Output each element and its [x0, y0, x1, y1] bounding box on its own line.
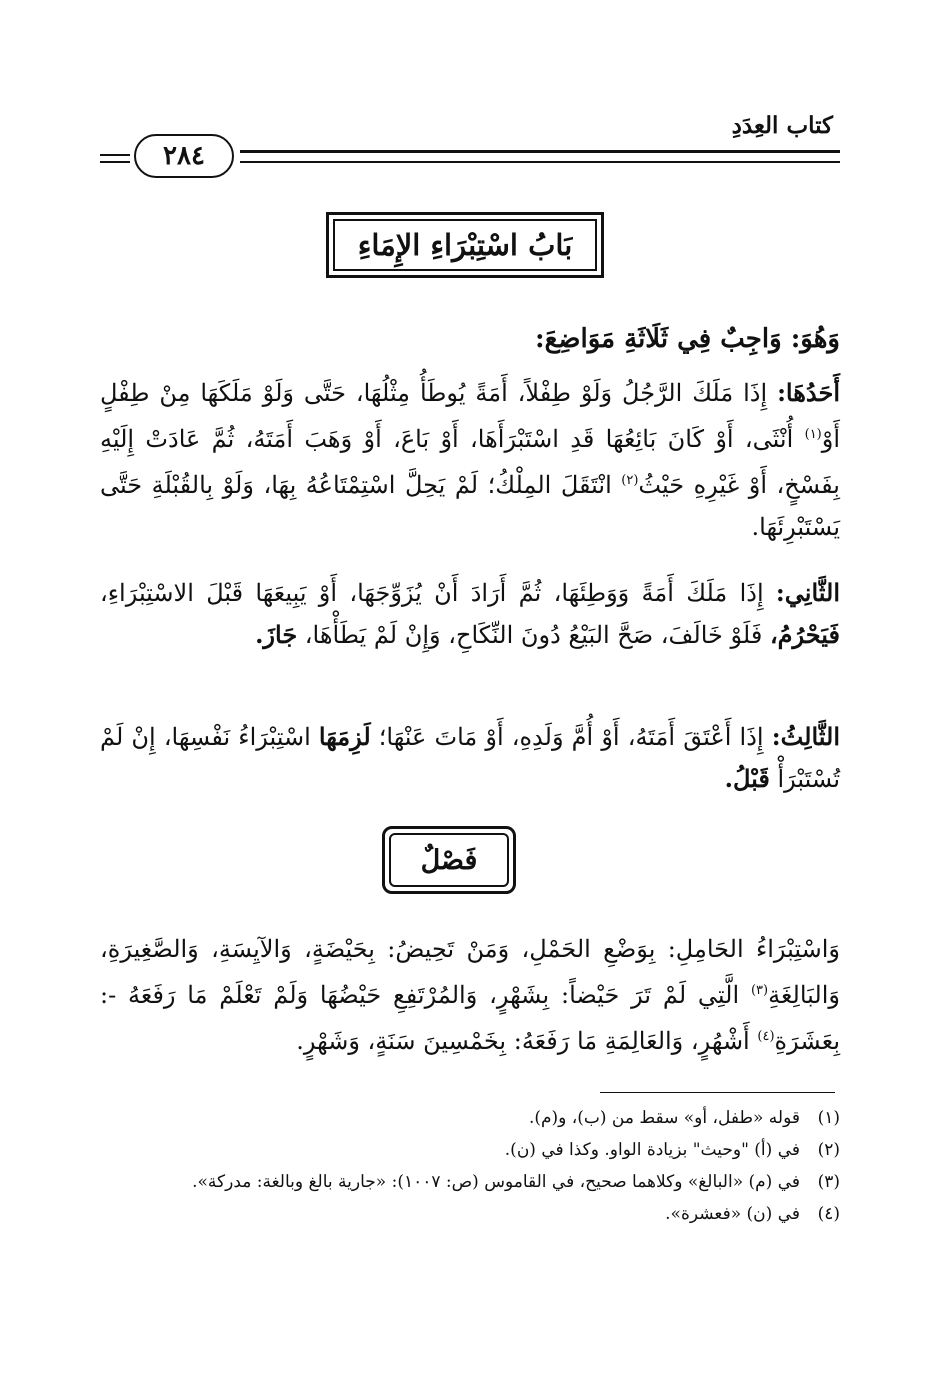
paragraph-text: أَشْهُرٍ، وَالعَالِمَةِ مَا رَفَعَهُ: بِخَمْسِينَ سَنَةٍ، وَشَهْرٍ.: [296, 1027, 750, 1055]
chapter-heading-frame: [326, 212, 604, 278]
paragraph-second: [100, 572, 840, 656]
paragraph-text: إِذَا مَلَكَ الرَّجُلُ وَلَوْ طِفْلاً، أَمَةً يُوطَأُ مِثْلُهَا، حَتَّى وَلَوْ مَلَكَهَا مِنْ طِفْلٍ أَوْ: [100, 379, 841, 453]
page-number: ٢٨٤: [134, 134, 234, 178]
paragraph-lead: الثَّالِثُ:: [771, 722, 840, 751]
footnote-number: (٢): [817, 1140, 840, 1160]
footnote-text: في (أ) "وحيث" بزيادة الواو. وكذا في (ن).: [504, 1140, 800, 1160]
paragraph-text: إِذَا أَعْتَقَ أَمَتَهُ، أَوْ أُمَّ وَلَدِهِ، أَوْ مَاتَ عَنْهَا؛: [378, 723, 764, 751]
footnote-text: في (م) «البالغ» وكلاهما صحيح، في القاموس (ص: ١٠٠٧): «جارية بالغ وبالغة: مدركة».: [192, 1172, 800, 1192]
footnote-text: في (ن) «فعشرة».: [665, 1204, 800, 1224]
emphasis-text: فَيَحْرُمُ،: [769, 620, 840, 649]
paragraph-third: [100, 716, 840, 800]
footnote-text: قوله «طفل، أو» سقط من (ب)، و(م).: [528, 1108, 800, 1128]
footnote: [100, 1136, 840, 1165]
paragraph-text: إِذَا مَلَكَ أَمَةً وَوَطِئَهَا، ثُمَّ أَرَادَ أَنْ يُزَوِّجَهَا، أَوْ يَبِيعَهَا قَبْلَ الاسْتِبْرَاءِ،: [100, 579, 764, 607]
footnote-number: (٤): [817, 1204, 840, 1224]
emphasis-text: قَبْلُ.: [724, 764, 770, 793]
intro-line: وَهُوَ: وَاجِبٌ فِي ثَلَاثَةِ مَوَاضِعَ:: [534, 324, 840, 354]
emphasis-text: جَازَ.: [255, 620, 298, 649]
footnote-divider: [600, 1092, 835, 1093]
section-title: فَصْلٌ: [389, 833, 509, 887]
footnote: [100, 1104, 840, 1133]
footnote-ref: (١): [804, 427, 822, 442]
paragraph-text: انْتَقَلَ المِلْكُ؛ لَمْ يَحِلَّ اسْتِمْتَاعُهُ بِهَا، وَلَوْ بِالقُبْلَةِ حَتَّى يَسْتَبْرِئَهَا.: [100, 471, 840, 541]
paragraph-text: الَّتِي لَمْ تَرَ حَيْضاً: بِشَهْرٍ، وَالمُرْتَفِعِ حَيْضُهَا وَلَمْ تَعْلَمْ مَا رَفَعَهُ -: بِعَشَرَةِ: [100, 981, 840, 1055]
paragraph-text: اسْتِبْرَاءُ نَفْسِهَا، إِنْ لَمْ تُسْتَبْرَأْ: [100, 723, 840, 793]
paragraph-lead: أَحَدُهَا:: [777, 378, 840, 407]
footnote-ref: (٢): [621, 473, 639, 488]
section-heading-frame: [382, 826, 516, 894]
paragraph-text: وَاسْتِبْرَاءُ الحَامِلِ: بِوَضْعِ الحَمْلِ، وَمَنْ تَحِيضُ: بِحَيْضَةٍ، وَالآيِسَةِ، وَالصَّغِيرَةِ، وَالبَالِغَةِ: [100, 935, 840, 1009]
footnote-number: (٣): [817, 1172, 840, 1192]
footnote: [100, 1200, 840, 1229]
running-title: كتاب العِدَدِ: [731, 112, 833, 139]
paragraph-lead: الثَّانِي:: [775, 578, 840, 607]
footnote-ref: (٤): [757, 1029, 775, 1044]
footnotes: [100, 1104, 840, 1232]
paragraph-first: [100, 372, 840, 548]
paragraph-text: فَلَوْ خَالَفَ، صَحَّ البَيْعُ دُونَ النِّكَاحِ، وَإِنْ لَمْ يَطَأْهَا،: [304, 621, 763, 649]
footnote-ref: (٣): [750, 983, 769, 998]
footnote-number: (١): [817, 1108, 840, 1128]
footnote: [100, 1168, 840, 1197]
paragraph-text: أُنْثَى، أَوْ كَانَ بَائِعُهَا قَدِ اسْتَبْرَأَهَا، أَوْ بَاعَ، أَوْ وَهَبَ أَمَتَهُ، ثُمَّ عَادَتْ إِلَيْهِ بِفَسْخٍ، أَوْ غَيْرِهِ حَيْثُ: [100, 425, 840, 499]
header-rule: [240, 150, 840, 163]
section-paragraph: [100, 928, 840, 1062]
page-number-badge: [100, 134, 240, 178]
emphasis-text: لَزِمَهَا: [318, 722, 371, 751]
header-dash: [100, 154, 130, 163]
chapter-title: بَابُ اسْتِبْرَاءِ الإِمَاءِ: [333, 219, 597, 271]
